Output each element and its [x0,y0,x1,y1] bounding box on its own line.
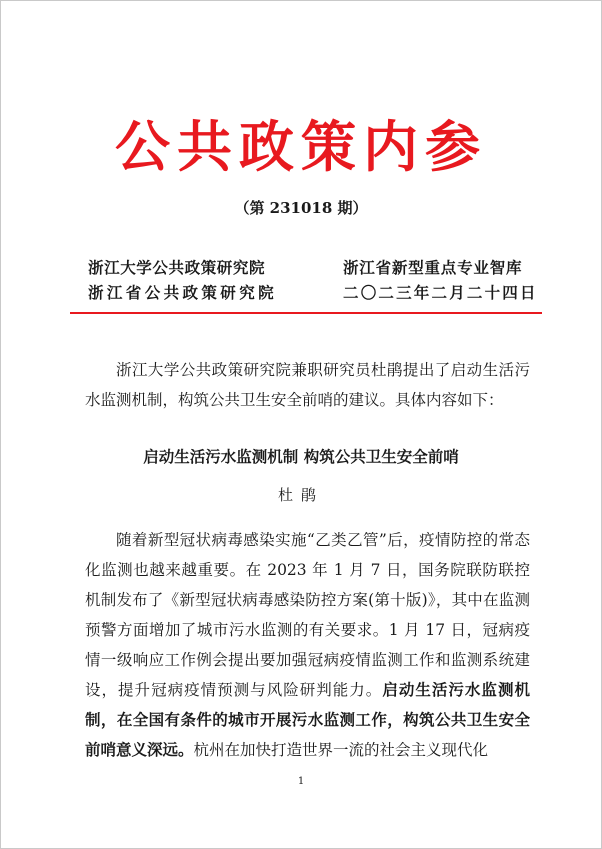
red-divider [70,312,542,314]
article-title: 启动生活污水监测机制 构筑公共卫生安全前哨 [143,448,459,466]
body-text-bold: 启动生活污水监测机制，在全国有条件的城市开展污水监测工作，构筑公共卫生安全前哨意义深远。 [85,680,530,759]
header-org-left-1: 浙江大学公共政策研究院 [88,258,266,277]
header-org-left-2: 浙江省公共政策研究院 [88,283,278,302]
body-text-normal-1: 随着新型冠状病毒感染实施“乙类乙管”后，疫情防控的常态化监测也越来越重要。在 2023 年 1 月 7 日，国务院联防联控机制发布了《新型冠状病毒感染防控方案(第十版)》，其中在监测预警方面增加了城市污水监测的有关要求。1 月 17 日，冠病疫情一级响应工作例会提出要加强冠病疫情监测工作和监测系统建设，提升冠病疫情预测与风险研判能力。 [85,531,530,699]
masthead-title: 公共政策内参 [114,114,487,179]
body-text-normal-2: 杭州在加快打造世界一流的社会主义现代化 [193,741,489,759]
header-date: 二〇二三年二月二十四日 [343,283,538,302]
header-org-right-1: 浙江省新型重点专业智库 [343,258,523,277]
article-author: 杜鹃 [277,486,324,504]
intro-paragraph: 浙江大学公共政策研究院兼职研究员杜鹃提出了启动生活污水监测机制，构筑公共卫生安全前哨的建议。具体内容如下： [85,361,530,409]
body-paragraph [85,525,530,765]
issue-number: （第 231018 期） [234,199,368,217]
page-number: 1 [297,776,305,787]
